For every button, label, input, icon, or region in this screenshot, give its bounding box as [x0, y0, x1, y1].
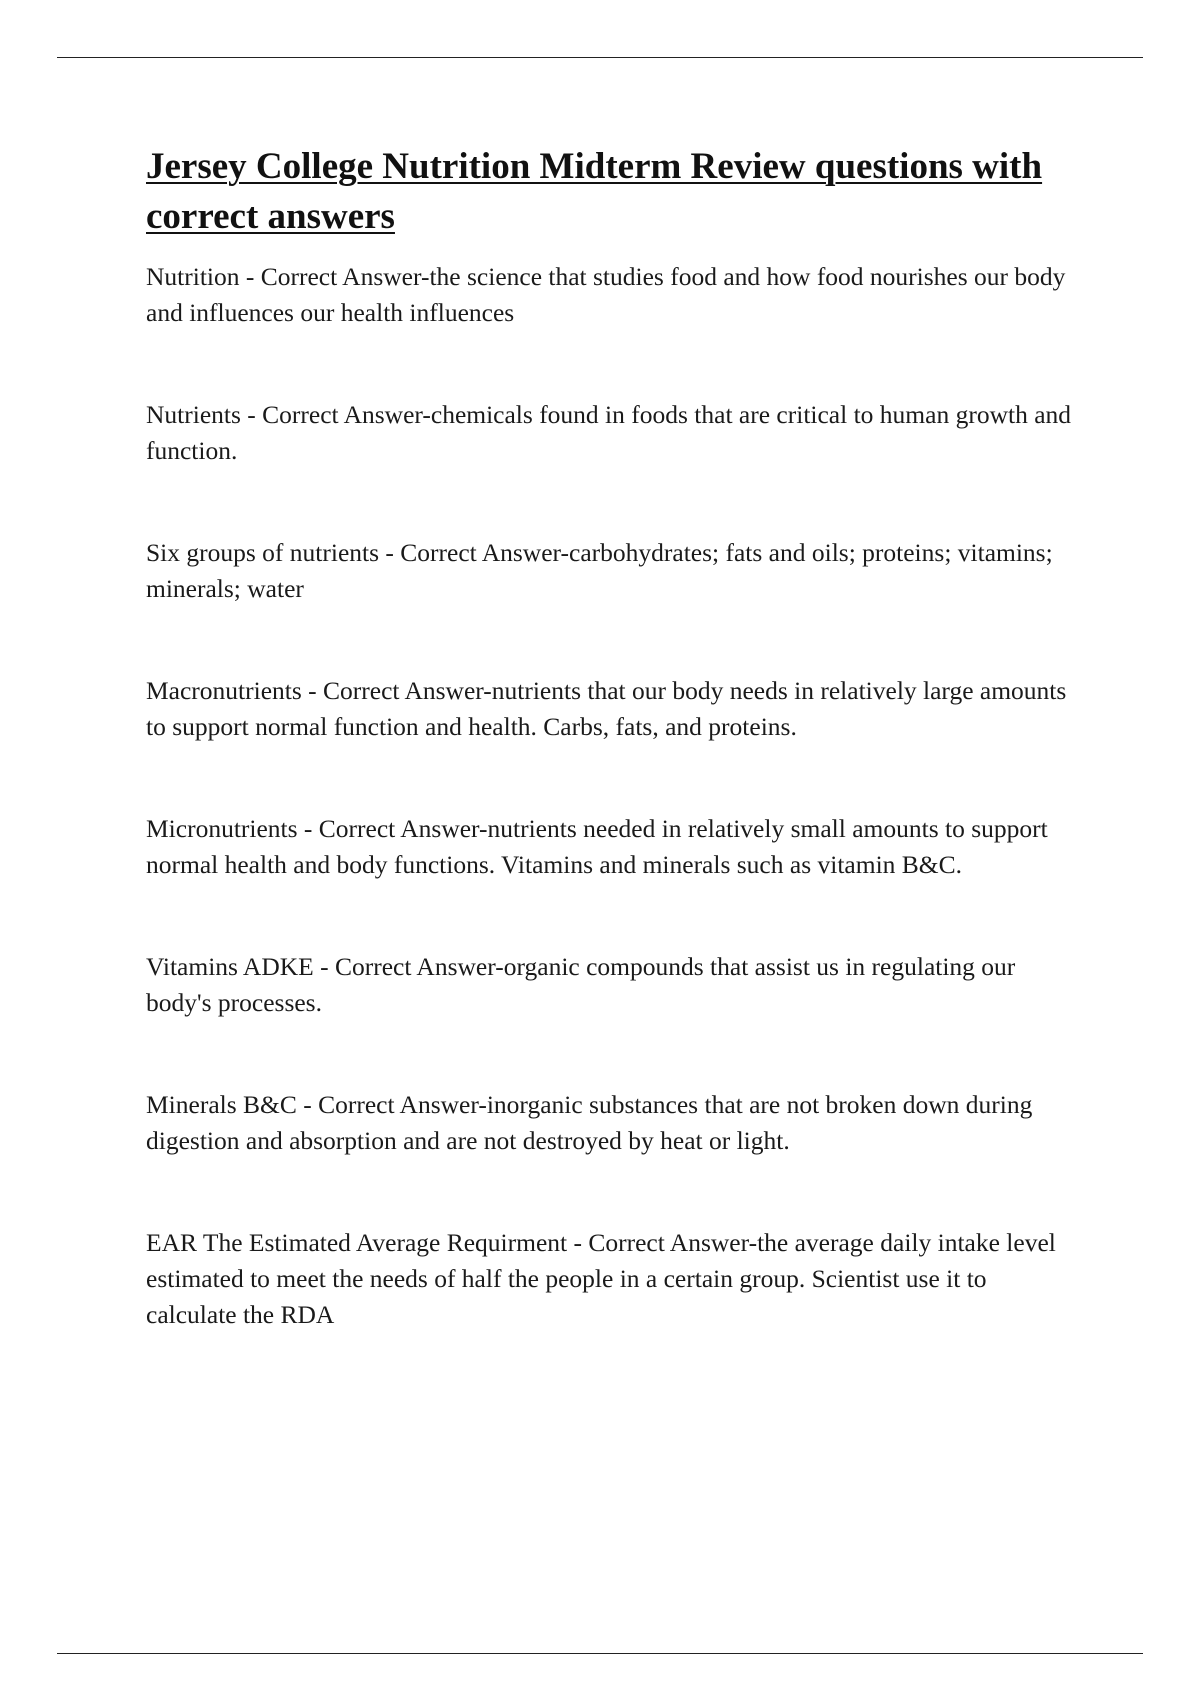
qa-item-macronutrients: Macronutrients - Correct Answer-nutrients that our body needs in relatively large amounts to support normal function and health. Carbs, fats, and proteins. [146, 676, 1067, 741]
qa-list [146, 259, 1076, 1333]
qa-item-minerals: Minerals B&C - Correct Answer-inorganic substances that are not broken down during digestion and absorption and are not destroyed by heat or light. [146, 1090, 1033, 1155]
qa-item-micronutrients: Micronutrients - Correct Answer-nutrients needed in relatively small amounts to support normal health and body functions. Vitamins and minerals such as vitamin B&C. [146, 814, 1048, 879]
qa-item-six-groups: Six groups of nutrients - Correct Answer-carbohydrates; fats and oils; proteins; vitamins; minerals; water [146, 538, 1053, 603]
qa-item-ear: EAR The Estimated Average Requirment - Correct Answer-the average daily intake level estimated to meet the needs of half the people in a certain group. Scientist use it to calculate the RDA [146, 1228, 1056, 1329]
document-title: Jersey College Nutrition Midterm Review questions with correct answers [146, 146, 1043, 237]
document-body [146, 142, 1076, 1399]
footer-rule [57, 1653, 1143, 1654]
qa-item-nutrition: Nutrition - Correct Answer-the science that studies food and how food nourishes our body and influences our health influences [146, 262, 1066, 327]
header-rule [57, 57, 1143, 58]
qa-item-nutrients: Nutrients - Correct Answer-chemicals found in foods that are critical to human growth and function. [146, 400, 1072, 465]
qa-item-vitamins: Vitamins ADKE - Correct Answer-organic compounds that assist us in regulating our body's processes. [146, 952, 1016, 1017]
